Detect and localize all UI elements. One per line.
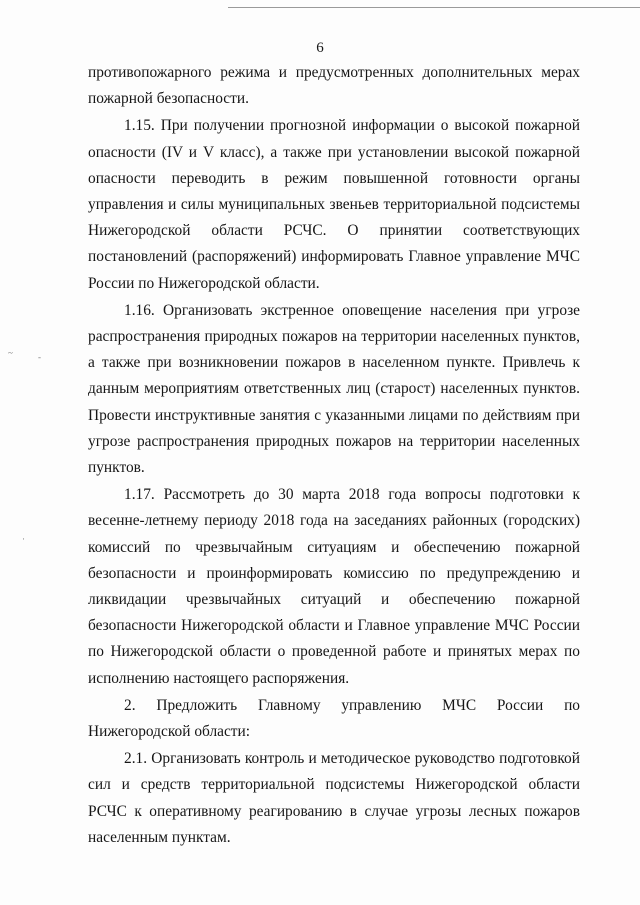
- paragraph-2-1: 2.1. Организовать контроль и методическое руководство подготовкой сил и средств территориальной подсистемы Нижегородской области РСЧС к оперативному реагированию в случае угрозы лесных пожаров населенным пунктам.: [88, 750, 580, 846]
- scan-speck: ·: [22, 534, 25, 544]
- scan-edge-line: [228, 7, 640, 8]
- paragraph-1-17: 1.17. Рассмотреть до 30 марта 2018 года вопросы подготовки к весенне-летнему периоду 2018 года на заседаниях районных (городских) комиссий по чрезвычайным ситуациям и обеспечению пожарной безопасности и проинформировать комиссию по предупреждению и ликвидации чрезвычайных ситуаций и обеспечению пожарной безопасности Нижегородской области и Главное управление МЧС России по Нижегородской области о проведенной работе и принятых мерах по исполнению настоящего распоряжения.: [88, 486, 580, 687]
- document-body: [88, 60, 580, 851]
- paragraph-1-15: 1.15. При получении прогнозной информации о высокой пожарной опасности (IV и V класс), а также при установлении высокой пожарной опасности переводить в режим повышенной готовности органы управления и силы муниципальных звеньев территориальной подсистемы Нижегородской области РСЧС. О принятии соответствующих постановлений (распоряжений) информировать Главное управление МЧС России по Нижегородской области.: [88, 117, 580, 292]
- scan-speck: ~: [8, 348, 13, 358]
- paragraph-1-16: 1.16. Организовать экстренное оповещение населения при угрозе распространения природных пожаров на территории населенных пунктов, а также при возникновении пожаров в населенном пункте. Привлечь к данным мероприятиям ответственных лиц (старост) населенных пунктов. Провести инструктивные занятия с указанными лицами по действиям при угрозе распространения природных пожаров на территории населенных пунктов.: [88, 301, 580, 477]
- paragraph-2: 2. Предложить Главному управлению МЧС России по Нижегородской области:: [88, 696, 580, 741]
- page-number: 6: [316, 40, 324, 56]
- scan-speck: -: [38, 352, 41, 362]
- paragraph-continuation: противопожарного режима и предусмотренных дополнительных мерах пожарной безопасности.: [88, 64, 580, 108]
